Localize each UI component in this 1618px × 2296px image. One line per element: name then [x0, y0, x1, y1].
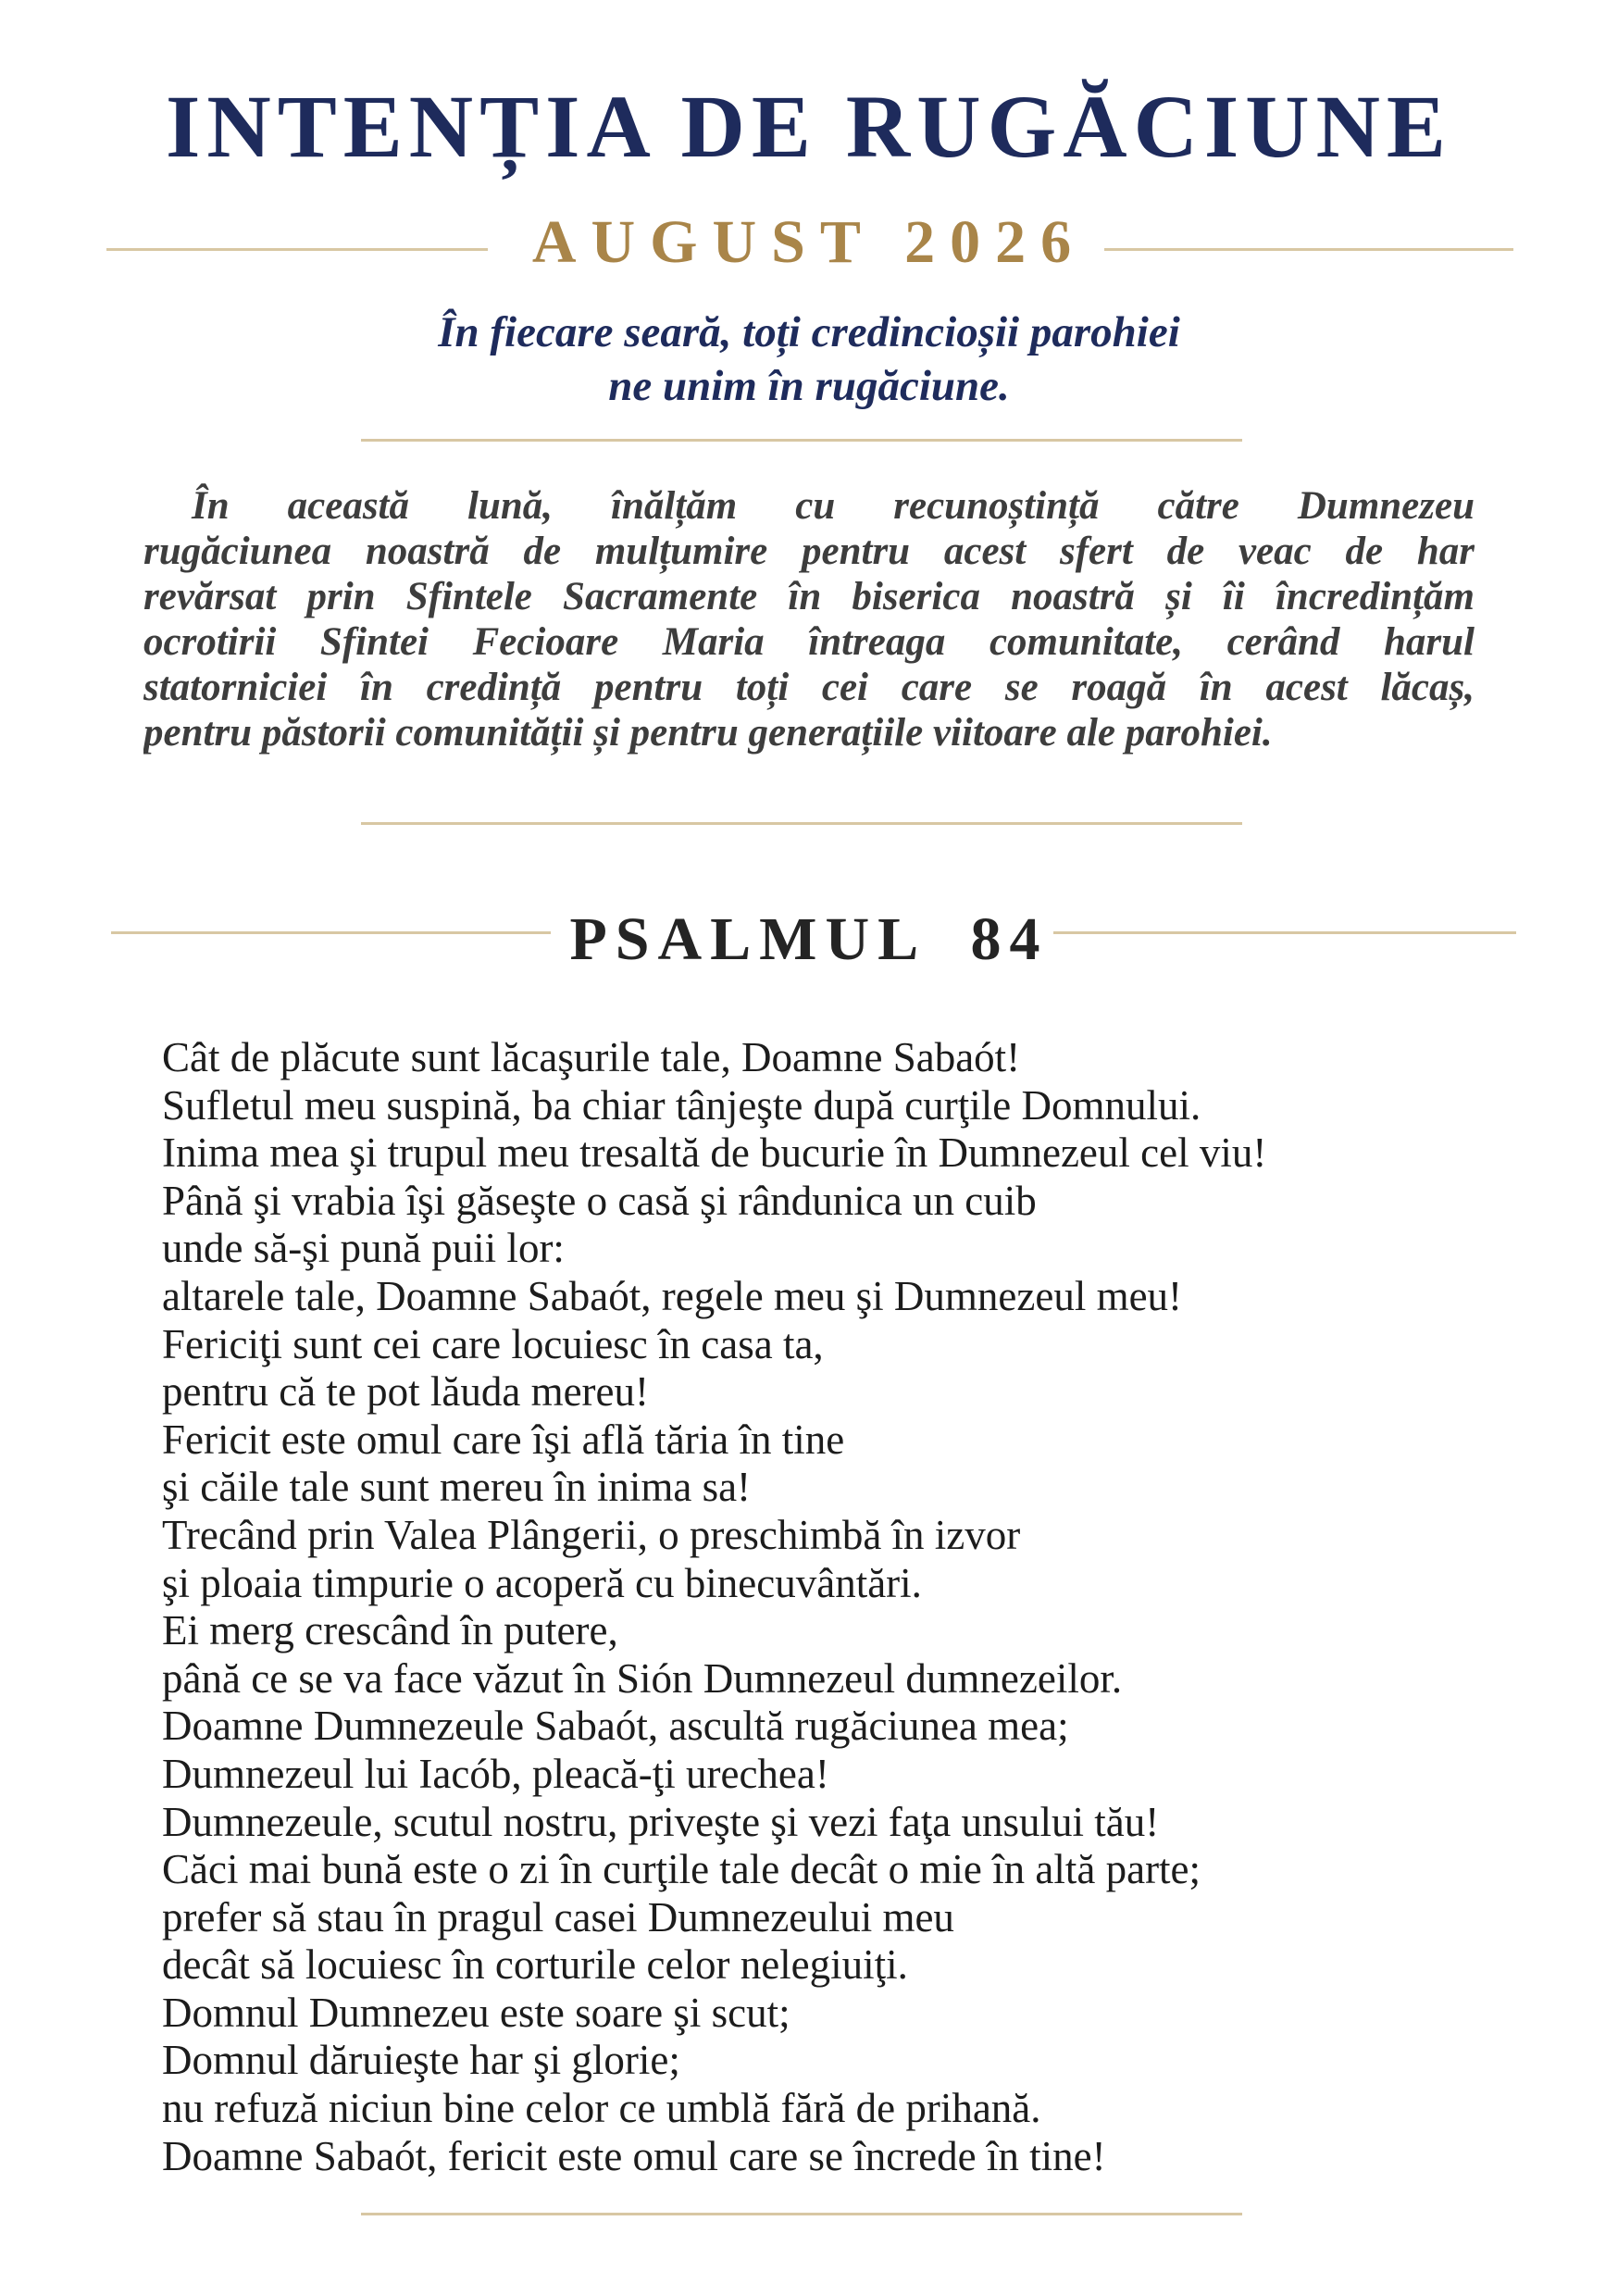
intention-line: revărsat prin Sfintele Sacramente în biserica noastră și îi încredințăm — [143, 575, 1475, 618]
psalm-line: Căci mai bună este o zi în curţile tale decât o mie în altă parte; — [162, 1846, 1201, 1893]
psalm-line: până ce se va face văzut în Sión Dumnezeul dumnezeilor. — [162, 1654, 1123, 1702]
divider — [361, 2213, 1242, 2215]
intro-line: În fiecare seară, toți credincioșii parohiei — [438, 308, 1180, 356]
intention-line: În această lună, înălțăm cu recunoștință către Dumnezeu — [192, 484, 1475, 528]
intention-line: ocrotirii Sfintei Fecioare Maria întreaga comunitate, cerând harul — [143, 620, 1475, 664]
psalm-text — [162, 1034, 1550, 2180]
psalm-line: Inima mea şi trupul meu tresaltă de bucurie în Dumnezeul cel viu! — [162, 1129, 1267, 1177]
psalm-line: Dumnezeul lui Iacób, pleacă-ţi urechea! — [162, 1750, 829, 1797]
psalm-line: prefer să stau în pragul casei Dumnezeului meu — [162, 1893, 954, 1940]
psalm-line: Ei merg crescând în putere, — [162, 1607, 618, 1654]
psalm-line: Sufletul meu suspină, ba chiar tânjeşte după curţile Domnului. — [162, 1081, 1201, 1129]
month-rule-right — [1104, 248, 1513, 251]
month-heading: AUGUST 2026 — [531, 208, 1087, 276]
psalm-line: pentru că te pot lăuda mereu! — [162, 1368, 650, 1416]
psalm-line: Doamne Sabaót, fericit este omul care se încrede în tine! — [162, 2132, 1106, 2179]
intention-paragraph — [143, 483, 1475, 755]
intention-line: rugăciunea noastră de mulțumire pentru acest sfert de veac de har — [143, 530, 1475, 573]
psalm-line: Cât de plăcute sunt lăcaşurile tale, Doamne Sabaót! — [162, 1034, 1021, 1080]
psalm-line: Până şi vrabia îşi găseşte o casă şi rândunica un cuib — [162, 1177, 1037, 1224]
divider — [361, 822, 1242, 825]
page-title: INTENȚIA DE RUGĂCIUNE — [166, 77, 1452, 176]
psalm-line: Doamne Dumnezeule Sabaót, ascultă rugăciunea mea; — [162, 1703, 1069, 1750]
psalm-line: Dumnezeule, scutul nostru, priveşte şi vezi faţa unsului tău! — [162, 1798, 1160, 1845]
psalm-line: şi ploaia timpurie o acoperă cu binecuvântări. — [162, 1559, 922, 1606]
psalm-line: şi căile tale sunt mereu în inima sa! — [162, 1464, 752, 1511]
psalm-line: altarele tale, Doamne Sabaót, regele meu şi Dumnezeul meu! — [162, 1272, 1183, 1319]
intro-line: ne unim în rugăciune. — [608, 362, 1010, 410]
psalm-line: unde să-şi pună puii lor: — [162, 1225, 565, 1272]
psalm-line: Fericiţi sunt cei care locuiesc în casa ta, — [162, 1320, 824, 1367]
intro-text — [0, 306, 1618, 413]
psalm-line: Trecând prin Valea Plângerii, o preschimbă în izvor — [162, 1511, 1021, 1558]
intention-line: pentru păstorii comunității și pentru generațiile viitoare ale parohiei. — [143, 711, 1273, 755]
psalm-line: nu refuză niciun bine celor ce umblă fără de prihană. — [162, 2085, 1041, 2132]
divider — [361, 439, 1242, 442]
psalm-title: PSALMUL 84 — [569, 905, 1049, 973]
psalm-rule-right — [1053, 931, 1516, 934]
psalm-line: Domnul Dumnezeu este soare şi scut; — [162, 1989, 790, 2036]
psalm-line: Domnul dăruieşte har şi glorie; — [162, 2037, 680, 2084]
psalm-line: Fericit este omul care îşi află tăria în tine — [162, 1416, 845, 1463]
intention-line: statorniciei în credință pentru toți cei care se roagă în acest lăcaș, — [143, 666, 1475, 709]
psalm-line: decât să locuiesc în corturile celor nelegiuiţi. — [162, 1941, 908, 1989]
